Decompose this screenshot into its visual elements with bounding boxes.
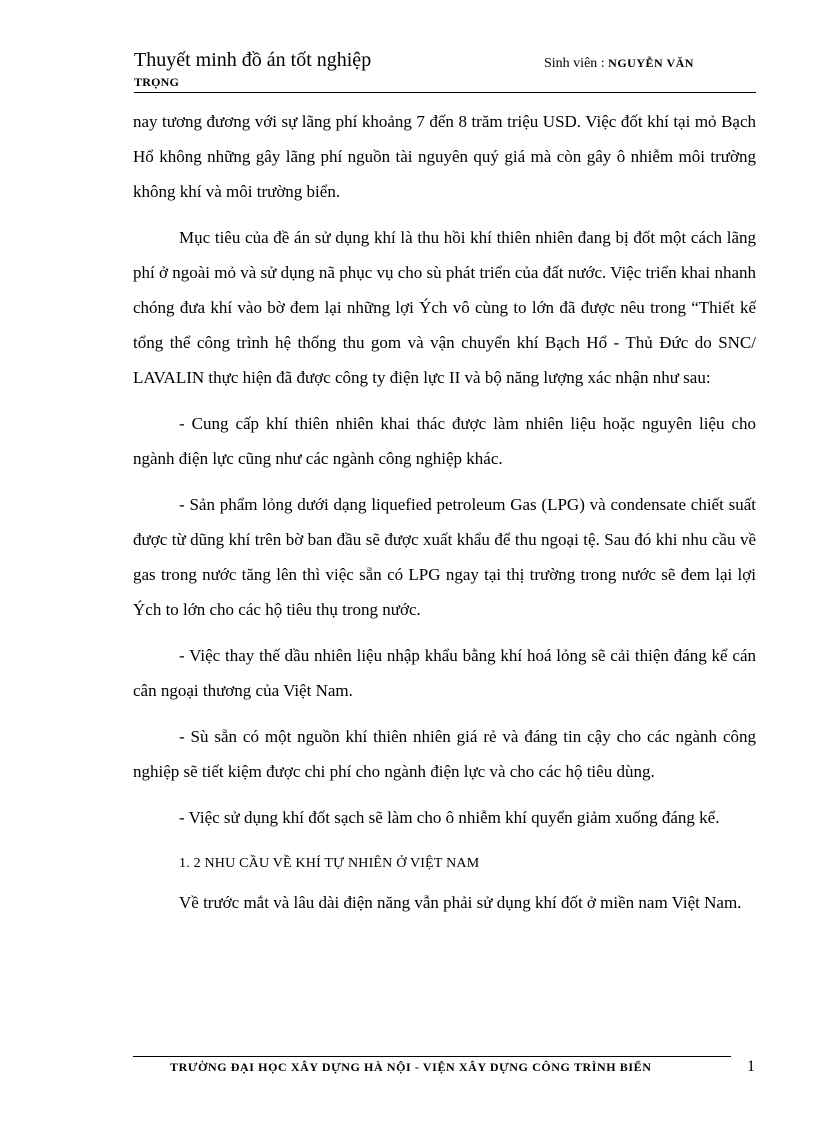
footer-divider [133, 1056, 731, 1057]
student-label: Sinh viên : [544, 56, 605, 71]
paragraph: Về trước mắt và lâu dài điện năng vẫn phải sử dụng khí đốt ở miền nam Việt Nam. [179, 893, 742, 912]
student-name: NGUYỄN VĂN [608, 56, 694, 70]
header-title: Thuyết minh đồ án tốt nghiệp [134, 49, 372, 71]
paragraph-bullet: - Sản phẩm lỏng dưới dạng liquefied petroleum Gas (LPG) và condensate chiết suất được từ dũng khí trên bờ ban đầu sẽ được xuất khẩu để thu ngoại tệ. Sau đó khi nhu cầu về gas trong nước tăng lên thì việc sẵn có LPG ngay tại thị trường trong nước sẽ đem lại lợi Ých to lớn cho các hộ tiêu thụ trong nước. [133, 495, 756, 619]
paragraph-bullet: - Việc sử dụng khí đốt sạch sẽ làm cho ô nhiễm khí quyển giảm xuống đáng kể. [179, 808, 720, 827]
footer-institution: TRƯỜNG ĐẠI HỌC XÂY DỰNG HÀ NỘI - VIỆN XÂY DỰNG CÔNG TRÌNH BIỂN [170, 1060, 652, 1074]
header-student [544, 56, 694, 72]
header-title-continuation: TRỌNG [134, 75, 180, 89]
page-number: 1 [747, 1058, 755, 1075]
paragraph-bullet: - Việc thay thế dầu nhiên liệu nhập khẩu bằng khí hoá lỏng sẽ cải thiện đáng kể cán cân ngoại thương của Việt Nam. [133, 646, 756, 700]
section-heading: 1. 2 NHU CẦU VỀ KHÍ TỰ NHIÊN Ở VIỆT NAM [179, 856, 480, 871]
document-body [133, 104, 756, 931]
paragraph: nay tương đương với sự lãng phí khoảng 7 đến 8 trăm triệu USD. Việc đốt khí tại mỏ Bạch Hổ không những gây lãng phí nguồn tài nguyên quý giá mà còn gây ô nhiễm môi trường không khí và môi trường biển. [133, 112, 756, 201]
header-divider [134, 92, 756, 93]
paragraph-bullet: - Cung cấp khí thiên nhiên khai thác được làm nhiên liệu hoặc nguyên liệu cho ngành điện lực cũng như các ngành công nghiệp khác. [133, 414, 756, 468]
paragraph: Mục tiêu của đề án sử dụng khí là thu hồi khí thiên nhiên đang bị đốt một cách lãng phí ở ngoài mỏ và sử dụng nã phục vụ cho sù phát triển của đất nước. Việc triển khai nhanh chóng đưa khí vào bờ đem lại những lợi Ých vô cùng to lớn đã được nêu trong “Thiết kế tổng thể công trình hệ thống thu gom và vận chuyển khí Bạch Hổ - Thủ Đức do SNC/ LAVALIN thực hiện đã được công ty điện lực II và bộ năng lượng xác nhận như sau: [133, 228, 756, 387]
paragraph-bullet: - Sù sẵn có một nguồn khí thiên nhiên giá rẻ và đáng tin cậy cho các ngành công nghiệp sẽ tiết kiệm được chi phí cho ngành điện lực và cho các hộ tiêu dùng. [133, 727, 756, 781]
